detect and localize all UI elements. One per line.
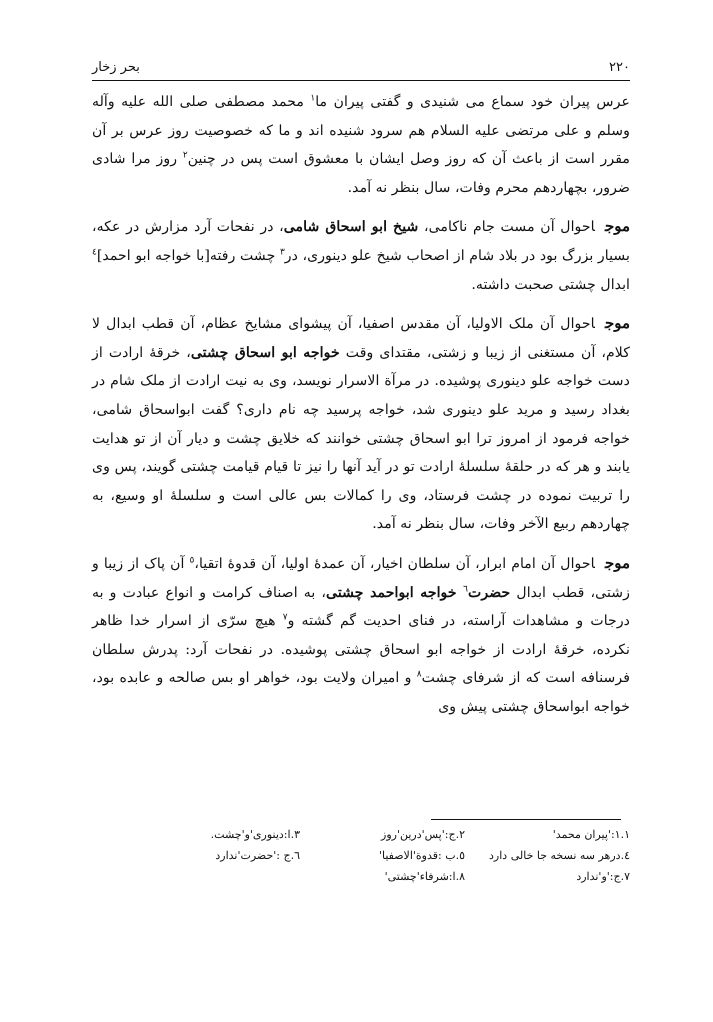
footnote-5: ٥.ب :قدوة'الاصفیا': [378, 849, 465, 862]
footnote-4: ٤.درهر سه نسخه جا خالی دارد: [489, 849, 630, 862]
text: احوال آن مست جام ناکامی،: [418, 219, 595, 236]
text: ، در نفحات آرد مزارش در عکه، بسیار بزرگ بود در بلاد شام از اصحاب شیخ علو دینوری، در: [92, 219, 630, 264]
person-name: خواجه ابو اسحاق چشتی: [190, 344, 340, 361]
footnote-marker: ۲: [182, 150, 188, 161]
text: روز مرا شادی ضرور، بچهاردهم محرم وفات، سال بنظر نه آمد.: [92, 151, 630, 196]
text: احوال آن امام ابرار، آن سلطان اخیار، آن عمدهٔ اولیا، آن قدوهٔ اتقیا،: [194, 555, 595, 572]
paragraph-4: [92, 549, 630, 722]
text: ابدال چشتی صحبت داشته.: [471, 276, 630, 293]
footnote-8: ۸.ا:شرفاء'چشتی': [384, 870, 465, 883]
header-rule: [92, 80, 630, 81]
text: عرس پیران خود سماع می شنیدی و گفتی پیران ما: [315, 94, 630, 110]
text: هیچ سرّی از اسرار خدا ظاهر نکرده، خرقهٔ ارادت از خواجه ابو اسحاق چشتی پوشیده. در نفحات آرد: پدرش سلطان فرسنافه است که از شرفای چشت: [92, 613, 630, 687]
footnote-row: [92, 824, 630, 845]
text: چشت رفته[با خواجه ابو احمد]: [96, 247, 280, 264]
footnotes: [92, 824, 630, 887]
footnote-marker: ۱: [310, 93, 316, 104]
footnote-7: ۷.ج:'و'ندارد: [576, 870, 630, 883]
section-tag: موج: [604, 217, 630, 236]
main-text: [92, 88, 630, 721]
footnote-6: ٦.ج :'حضرت'ندارد: [215, 849, 300, 862]
person-name: خواجه ابواحمد چشتی: [326, 584, 464, 601]
paragraph-3: [92, 309, 630, 539]
footnote-marker: ۸: [416, 669, 422, 680]
paragraph-2: [92, 212, 630, 299]
paragraph-1: [92, 88, 630, 202]
footnote-2: ۲.ج:'پس'درین'روز: [381, 828, 465, 841]
running-header: [92, 56, 630, 78]
footnote-marker: ۳: [279, 247, 285, 258]
text: ، خرقهٔ ارادت از دست خواجه علو دینوری پوشیده. در مرآة الاسرار نویسد، وی به نیت ارادت از ملک شام در بغداد رسید و مرید علو دینوری شد، خواجه پرسید چه نام داری؟ گفت ابواسحاق شامی، خواجه فرمود از امروز ترا ابو اسحاق چشتی خوانند که خلایق چشت و دیار آن از تو هدایت یابند و هر که در حلقهٔ سلسلهٔ ارادت تو در آید آنها را نیز تا قیام قیامت چشتی گویند، پس وی را تربیت نموده در چشت فرستاد، وی را کمالات بس عالی است و سلسلهٔ او وسیع، به چهاردهم ربیع الآخر وفات، سال بنظر نه آمد.: [92, 344, 630, 533]
footnote-1: ۱.۱:'پیران محمد': [552, 828, 630, 841]
person-name: شیخ ابو اسحاق شامی: [283, 219, 419, 236]
section-tag: موج: [604, 553, 630, 572]
book-title: بحر زخار: [92, 59, 140, 75]
footnote-row: [92, 866, 630, 887]
footnote-marker: ٥: [189, 555, 195, 566]
person-title: حضرت: [468, 584, 511, 601]
text: احوال آن ملک الاولیا، آن مقدس اصفیا، آن پیشوای مشایخ عظام، آن قطب ابدال لا کلام، آن مستغنی از زیبا و زشتی، مقتدای وقت: [92, 316, 631, 361]
text: آن پاک از زیبا و زشتی، قطب ابدال: [92, 555, 630, 601]
page-number: ۲۲۰: [609, 59, 630, 75]
text: محمد مصطفی صلی الله علیه وآله وسلم و علی مرتضی علیه السلام هم سرود شنیده اند و ما که خصوصیت روز عرس بر آن مقرر است از باعث آن که روز وصل ایشان با معشوق است پس در چنین: [92, 94, 630, 168]
footnote-marker: ٦: [463, 583, 469, 594]
footnote-row: [92, 845, 630, 866]
section-tag: موج: [604, 314, 630, 333]
footnote-marker: ٤: [92, 247, 97, 258]
footnote-marker: ۷: [282, 612, 288, 623]
text: ، به اصناف کرامت و انواع عبادت و به درجات و مشاهدات آراسته، در فنای احدیت گم گشته و: [92, 584, 630, 630]
text: و امیران ولایت بود، خواهر او بس صالحه و عابده بود، خواجه ابواسحاق چشتی پیش وی: [92, 670, 630, 715]
footnote-rule: [431, 819, 621, 820]
footnote-3: ۳.ا:دینوری'و'چشت.: [210, 828, 300, 841]
